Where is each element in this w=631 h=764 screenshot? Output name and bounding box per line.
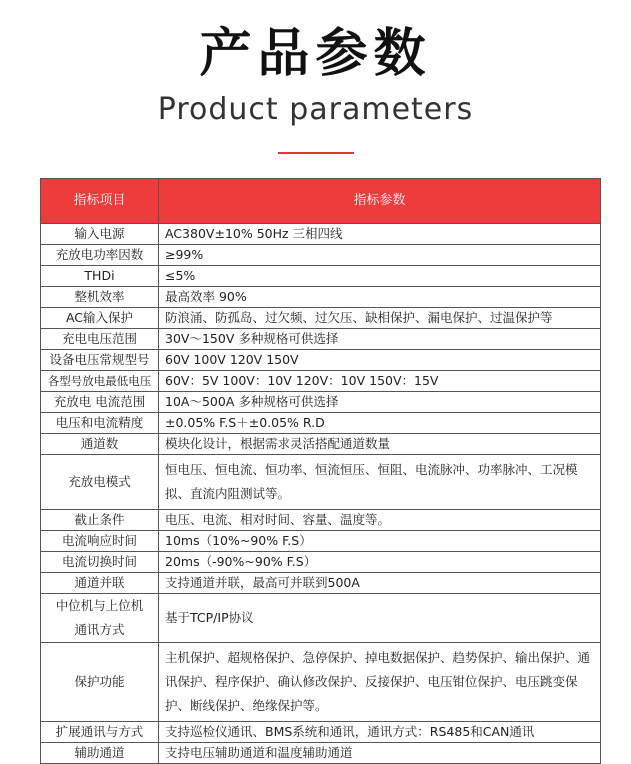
parameter-table — [40, 178, 601, 764]
column-header-value: 指标参数 — [159, 179, 601, 224]
table-row — [41, 510, 601, 531]
row-value: 10ms（10%~90% F.S） — [159, 531, 601, 552]
row-key: 通道数 — [41, 434, 159, 455]
row-value: 模块化设计，根据需求灵活搭配通道数量 — [159, 434, 601, 455]
table-row — [41, 531, 601, 552]
row-value: 20ms（-90%~90% F.S） — [159, 552, 601, 573]
row-key: 设备电压常规型号 — [41, 350, 159, 371]
table-row — [41, 308, 601, 329]
row-value: 恒电压、恒电流、恒功率、恒流恒压、恒阻、电流脉冲、功率脉冲、工况模拟、直流内阻测试等。 — [159, 455, 601, 510]
row-value: 主机保护、超规格保护、急停保护、掉电数据保护、趋势保护、输出保护、通讯保护、程序保护、确认修改保护、反接保护、电压钳位保护、电压跳变保护、断线保护、绝缘保护等。 — [159, 643, 601, 722]
row-value: 支持电压辅助通道和温度辅助通道 — [159, 743, 601, 764]
table-row — [41, 413, 601, 434]
row-value: 电压、电流、相对时间、容量、温度等。 — [159, 510, 601, 531]
table-row — [41, 245, 601, 266]
table-row — [41, 594, 601, 643]
table-header-row — [41, 179, 601, 224]
table-row — [41, 287, 601, 308]
row-value: 10A～500A 多种规格可供选择 — [159, 392, 601, 413]
table-row — [41, 224, 601, 245]
row-value: ≥99% — [159, 245, 601, 266]
row-value: 基于TCP/IP协议 — [159, 594, 601, 643]
row-value: ±0.05% F.S＋±0.05% R.D — [159, 413, 601, 434]
row-value: 60V：5V 100V：10V 120V：10V 150V：15V — [159, 371, 601, 392]
table-row — [41, 434, 601, 455]
row-key: 充放电功率因数 — [41, 245, 159, 266]
table-row — [41, 743, 601, 764]
row-key: 电压和电流精度 — [41, 413, 159, 434]
row-key: 充放电 电流范围 — [41, 392, 159, 413]
row-key-line2: 通讯方式 — [74, 622, 125, 637]
row-key: 扩展通讯与方式 — [41, 722, 159, 743]
table-row — [41, 573, 601, 594]
page-title: 产品参数 — [199, 24, 432, 84]
row-key: 截止条件 — [41, 510, 159, 531]
row-key: 充放电模式 — [41, 455, 159, 510]
row-key: 保护功能 — [41, 643, 159, 722]
row-key: THDi — [41, 266, 159, 287]
row-key: 电流切换时间 — [41, 552, 159, 573]
row-key: 各型号放电最低电压 — [41, 371, 159, 392]
table-row — [41, 266, 601, 287]
row-key: 辅助通道 — [41, 743, 159, 764]
row-key: AC输入保护 — [41, 308, 159, 329]
row-value: 30V～150V 多种规格可供选择 — [159, 329, 601, 350]
table-row — [41, 371, 601, 392]
row-key-line1: 中位机与上位机 — [55, 598, 144, 613]
row-value: AC380V±10% 50Hz 三相四线 — [159, 224, 601, 245]
row-key: 输入电源 — [41, 224, 159, 245]
row-key — [41, 594, 159, 643]
title-divider — [278, 152, 354, 154]
row-value: 最高效率 90% — [159, 287, 601, 308]
table-row — [41, 392, 601, 413]
page-subtitle: Product parameters — [157, 92, 474, 127]
row-value: 支持巡检仪通讯、BMS系统和通讯，通讯方式：RS485和CAN通讯 — [159, 722, 601, 743]
row-key: 通道并联 — [41, 573, 159, 594]
table-row — [41, 552, 601, 573]
table-row — [41, 722, 601, 743]
table-row — [41, 643, 601, 722]
table-row — [41, 350, 601, 371]
row-value: 支持通道并联，最高可并联到500A — [159, 573, 601, 594]
row-key: 整机效率 — [41, 287, 159, 308]
row-key: 电流响应时间 — [41, 531, 159, 552]
row-key: 充电电压范围 — [41, 329, 159, 350]
table-row — [41, 329, 601, 350]
column-header-key: 指标项目 — [41, 179, 159, 224]
row-value: ≤5% — [159, 266, 601, 287]
table-row — [41, 455, 601, 510]
row-value: 防浪涌、防孤岛、过欠频、过欠压、缺相保护、漏电保护、过温保护等 — [159, 308, 601, 329]
row-value: 60V 100V 120V 150V — [159, 350, 601, 371]
